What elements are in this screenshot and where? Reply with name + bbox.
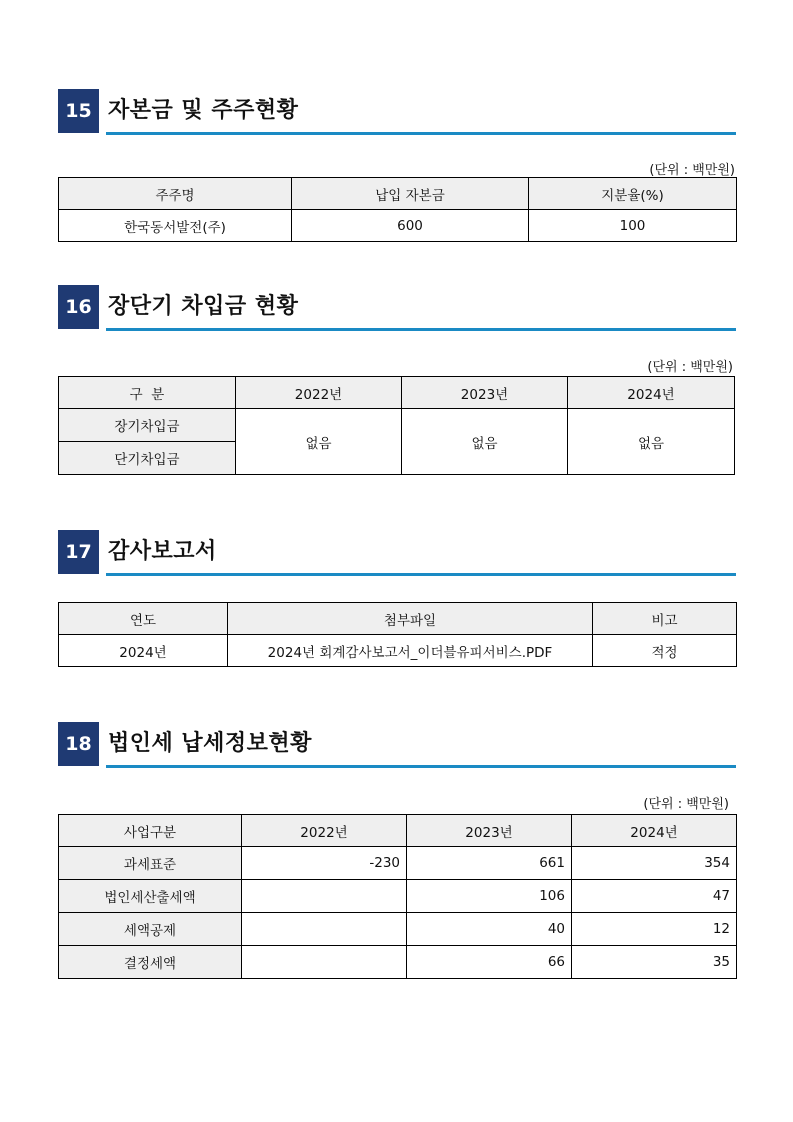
table-cell: 600 xyxy=(292,210,529,242)
section-number: 16 xyxy=(58,285,99,329)
attachment-file-cell[interactable]: 2024년 회계감사보고서_이더블유피서비스.PDF xyxy=(228,635,593,667)
table-row xyxy=(59,847,737,880)
row-label: 단기차입금 xyxy=(59,442,236,475)
table-cell: 47 xyxy=(572,880,737,913)
row-label: 법인세산출세액 xyxy=(59,880,242,913)
header-cell: 사업구분 xyxy=(59,815,242,847)
table-cell: 없음 xyxy=(402,409,568,475)
table-cell xyxy=(242,913,407,946)
table-cell: 40 xyxy=(407,913,572,946)
row-label: 과세표준 xyxy=(59,847,242,880)
table-cell: -230 xyxy=(242,847,407,880)
table-cell: 없음 xyxy=(568,409,735,475)
table-cell: 2024년 xyxy=(59,635,228,667)
section-number: 15 xyxy=(58,89,99,133)
table-cell: 661 xyxy=(407,847,572,880)
header-cell: 첨부파일 xyxy=(228,603,593,635)
header-cell: 지분율(%) xyxy=(529,178,737,210)
header-cell: 2023년 xyxy=(407,815,572,847)
section-title: 감사보고서 xyxy=(108,539,217,564)
section-16-header xyxy=(58,285,736,329)
unit-label: (단위 : 백만원) xyxy=(643,797,729,812)
audit-report-table xyxy=(58,602,737,667)
header-cell: 비고 xyxy=(593,603,737,635)
row-label: 장기차입금 xyxy=(59,409,236,442)
table-row xyxy=(59,880,737,913)
section-rule xyxy=(106,328,736,331)
table-row xyxy=(59,946,737,979)
header-cell: 납입 자본금 xyxy=(292,178,529,210)
header-cell: 2022년 xyxy=(242,815,407,847)
table-header-row xyxy=(59,178,737,210)
header-cell: 구 분 xyxy=(59,377,236,409)
section-rule xyxy=(106,765,736,768)
section-number: 17 xyxy=(58,530,99,574)
unit-label: (단위 : 백만원) xyxy=(649,163,735,178)
section-rule xyxy=(106,573,736,576)
table-cell xyxy=(242,880,407,913)
section-17-header xyxy=(58,530,736,574)
table-cell: 없음 xyxy=(236,409,402,475)
table-row xyxy=(59,409,735,442)
table-row xyxy=(59,913,737,946)
header-cell: 2024년 xyxy=(568,377,735,409)
table-cell: 적정 xyxy=(593,635,737,667)
table-header-row xyxy=(59,377,735,409)
table-cell: 354 xyxy=(572,847,737,880)
section-18-header xyxy=(58,722,736,766)
table-cell: 100 xyxy=(529,210,737,242)
row-label: 세액공제 xyxy=(59,913,242,946)
header-cell: 연도 xyxy=(59,603,228,635)
table-cell: 한국동서발전(주) xyxy=(59,210,292,242)
table-header-row xyxy=(59,815,737,847)
section-title: 자본금 및 주주현황 xyxy=(108,98,299,123)
section-title: 법인세 납세정보현황 xyxy=(108,731,312,756)
header-cell: 주주명 xyxy=(59,178,292,210)
row-label: 결정세액 xyxy=(59,946,242,979)
section-number: 18 xyxy=(58,722,99,766)
header-cell: 2022년 xyxy=(236,377,402,409)
table-row xyxy=(59,635,737,667)
table-cell: 66 xyxy=(407,946,572,979)
section-15-header xyxy=(58,89,736,133)
table-cell: 35 xyxy=(572,946,737,979)
table-row xyxy=(59,210,737,242)
unit-label: (단위 : 백만원) xyxy=(647,360,733,375)
table-header-row xyxy=(59,603,737,635)
section-title: 장단기 차입금 현황 xyxy=(108,294,299,319)
shareholder-table xyxy=(58,177,737,242)
corporate-tax-table xyxy=(58,814,737,979)
table-cell: 106 xyxy=(407,880,572,913)
header-cell: 2023년 xyxy=(402,377,568,409)
section-rule xyxy=(106,132,736,135)
borrowings-table xyxy=(58,376,735,475)
table-cell: 12 xyxy=(572,913,737,946)
table-cell xyxy=(242,946,407,979)
header-cell: 2024년 xyxy=(572,815,737,847)
